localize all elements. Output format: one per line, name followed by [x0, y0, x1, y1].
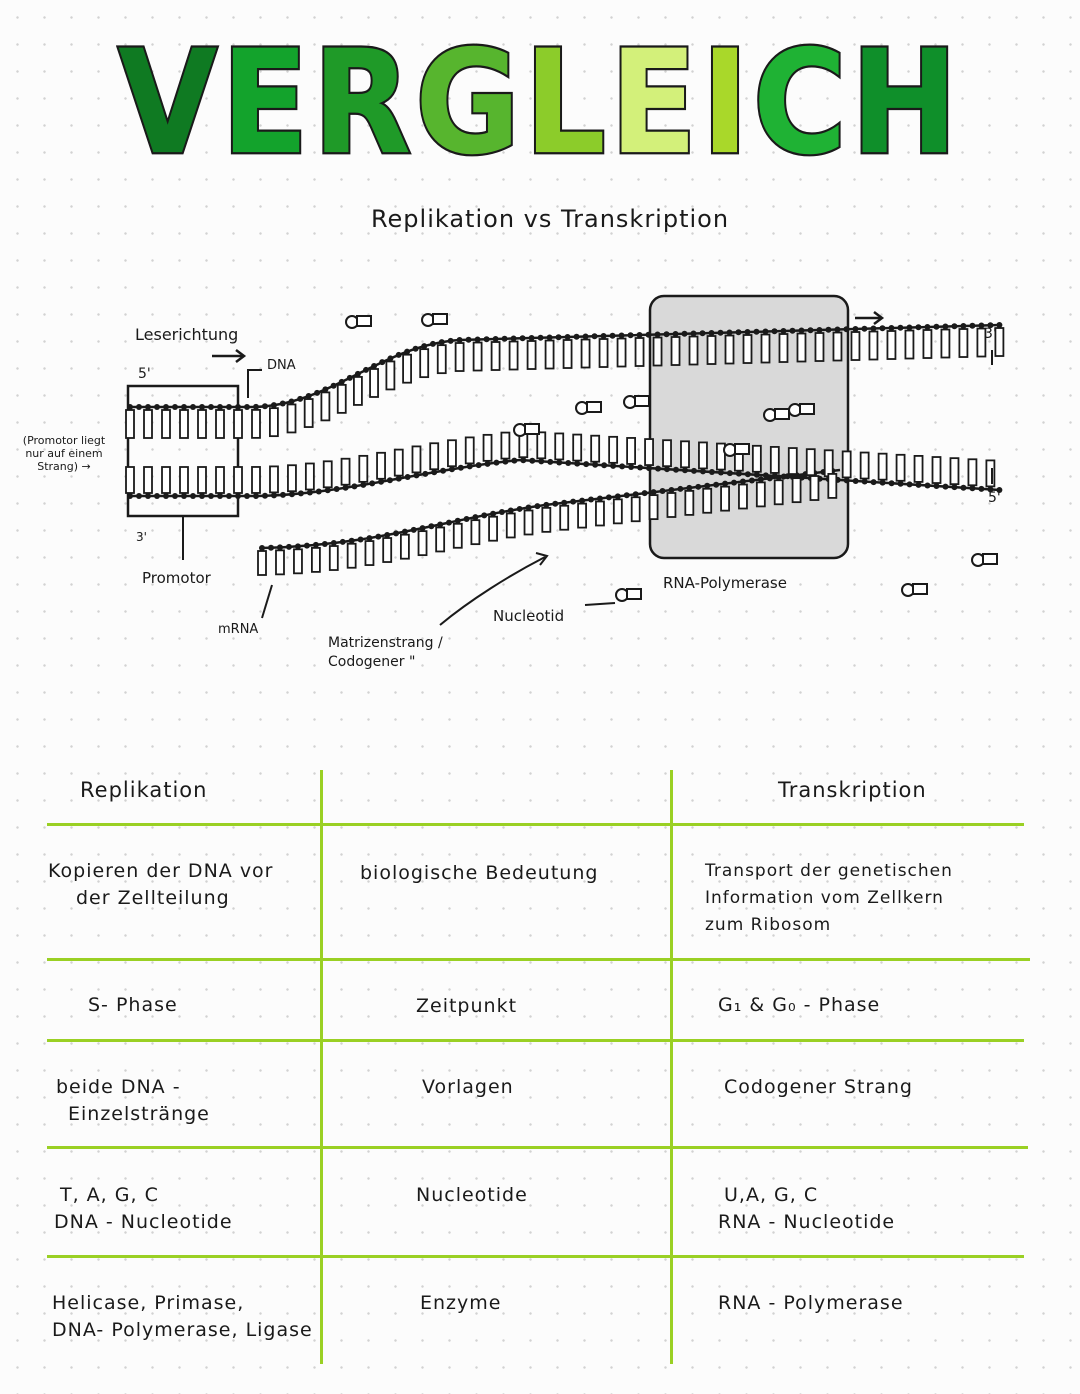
nucleotide-icon [724, 444, 749, 456]
title-letter: V [118, 20, 222, 187]
five-prime-label: 5' [138, 366, 151, 382]
header-transkription: Transkription [778, 778, 927, 802]
cell-right-row5: RNA - Polymerase [718, 1292, 904, 1314]
cell-middle-row2: Zeitpunkt [416, 995, 518, 1017]
mrna-label: mRNA [218, 622, 259, 637]
cell-left-row5: Helicase, Primase, DNA- Polymerase, Ligase [52, 1292, 313, 1341]
nucleotide-icon [764, 409, 789, 421]
title-letter: E [221, 20, 313, 187]
cell-right-row1: Transport der genetischen Information vom Zellkern zum Ribosom [705, 861, 953, 935]
cell-right-row3: Codogener Strang [724, 1076, 913, 1098]
nucleotide-icon [576, 402, 601, 414]
nucleotide-icon [972, 554, 997, 566]
promotor-label: Promotor [142, 569, 211, 587]
cell-middle-row5: Enzyme [420, 1292, 502, 1314]
table-rule [47, 1146, 1028, 1149]
header-replikation: Replikation [80, 778, 208, 802]
dna-label: DNA [267, 358, 296, 373]
nucleotide-icon [789, 404, 814, 416]
cell-left-row1: Kopieren der DNA vor der Zellteilung [48, 860, 274, 909]
reading-direction-label: Leserichtung [135, 325, 239, 344]
page-subtitle: Replikation vs Transkription [370, 205, 730, 233]
title-letter: G [415, 20, 525, 187]
three-prime-right-label: 3' [984, 326, 997, 342]
cell-left-row3: beide DNA - Einzelstränge [56, 1076, 210, 1125]
five-prime-right-label: 5' [988, 490, 1001, 506]
nucleotid-label: Nucleotid [493, 607, 565, 625]
template-strand-label: Matrizenstrang / Codogener " [328, 635, 443, 670]
cell-left-row2: S- Phase [88, 994, 178, 1016]
three-prime-label: 3' [136, 530, 147, 544]
cell-middle-row3: Vorlagen [422, 1076, 514, 1098]
nucleotide-icon [624, 396, 649, 408]
table-divider [320, 770, 323, 1364]
nucleotide-icon [514, 424, 539, 436]
nucleotide-icon [902, 584, 927, 596]
title-letter: L [524, 20, 610, 187]
title-letter: E [609, 20, 702, 187]
table-rule [47, 823, 1024, 826]
title-letter: I [701, 20, 753, 187]
rna-polymerase-label: RNA-Polymerase [663, 574, 787, 592]
table-divider [670, 770, 673, 1364]
promotor-note: (Promotor liegt nur auf einem Strang) → [22, 434, 106, 473]
cell-middle-row4: Nucleotide [416, 1184, 528, 1206]
cell-right-row2: G₁ & G₀ - Phase [718, 994, 881, 1016]
table-rule [47, 1255, 1024, 1258]
cell-right-row4: U,A, G, C RNA - Nucleotide [718, 1184, 896, 1233]
cell-left-row4: T, A, G, C DNA - Nucleotide [54, 1184, 233, 1233]
title-letter: C [752, 20, 851, 187]
table-rule [47, 1039, 1024, 1042]
title-letter: H [850, 20, 962, 187]
nucleotide-icon [616, 589, 641, 601]
nucleotide-icon [422, 314, 447, 326]
cell-middle-row1: biologische Bedeutung [360, 862, 599, 884]
title-letter: R [312, 20, 416, 187]
table-rule [47, 958, 1030, 961]
nucleotide-icon [346, 316, 371, 328]
